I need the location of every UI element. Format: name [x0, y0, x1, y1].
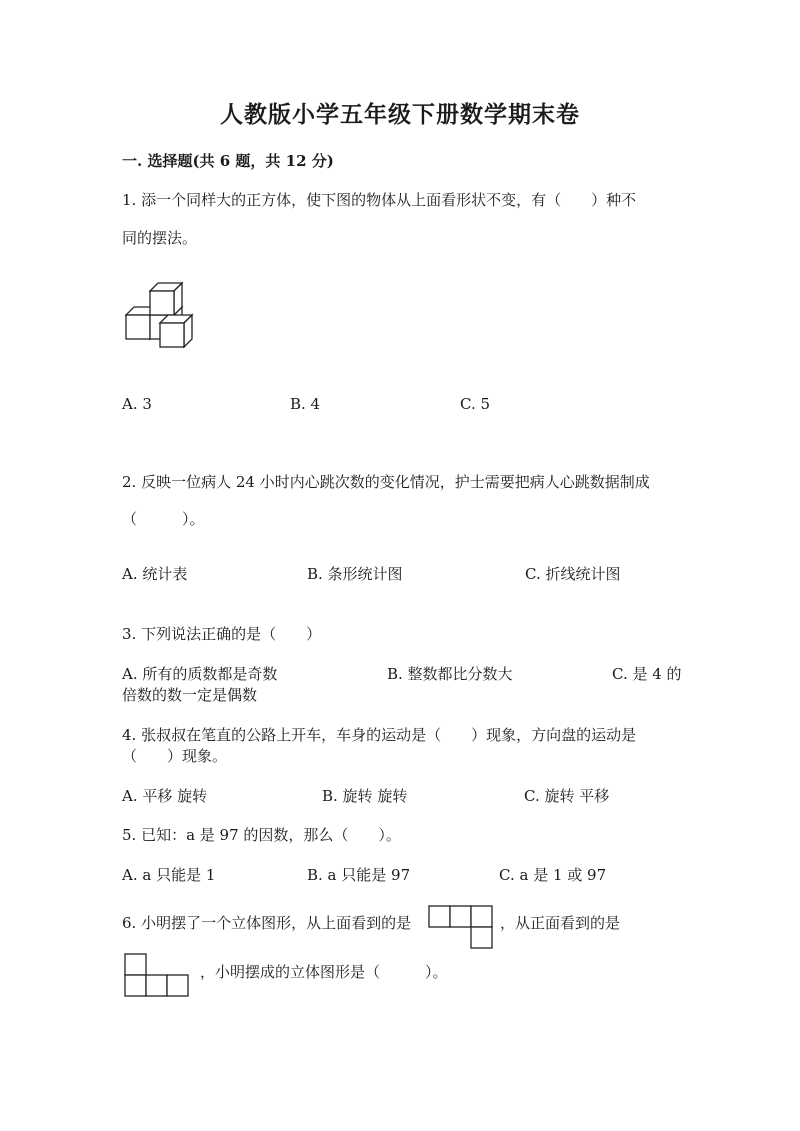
q2-option-a[interactable]: A. 统计表: [122, 565, 188, 583]
q2-option-b[interactable]: B. 条形统计图: [307, 565, 403, 583]
question-1-text-line2: 同的摆法。: [122, 229, 198, 247]
q5-option-b[interactable]: B. a 只能是 97: [307, 866, 411, 884]
question-5-text: 5. 已知：a 是 97 的因数，那么（ ）。: [122, 826, 401, 844]
question-2-text-line1: 2. 反映一位病人 24 小时内心跳次数的变化情况，护士需要把病人心跳数据制成: [122, 473, 650, 491]
question-4-text-line1: 4. 张叔叔在笔直的公路上开车，车身的运动是（ ）现象，方向盘的运动是: [122, 726, 637, 744]
question-4-text-line2: （ ）现象。: [122, 747, 228, 765]
q3-option-c-wrap: 倍数的数一定是偶数: [122, 686, 258, 704]
q4-option-a[interactable]: A. 平移 旋转: [122, 787, 208, 805]
question-6-text-line2: ，小明摆成的立体图形是（ ）。: [200, 963, 448, 981]
question-6-text-part1: 6. 小明摆了一个立体图形，从上面看到的是: [122, 914, 412, 932]
cube-stack-figure: [120, 280, 220, 355]
top-view-figure: [428, 905, 498, 949]
question-1-text-line1: 1. 添一个同样大的正方体，使下图的物体从上面看形状不变，有（ ）种不: [122, 191, 637, 209]
q5-option-c[interactable]: C. a 是 1 或 97: [499, 866, 607, 884]
question-2-text-line2: （ ）。: [122, 510, 205, 528]
q3-option-b[interactable]: B. 整数都比分数大: [387, 665, 513, 683]
q3-option-a[interactable]: A. 所有的质数都是奇数: [122, 665, 278, 683]
front-view-figure: [124, 953, 194, 999]
question-3-text: 3. 下列说法正确的是（ ）: [122, 625, 322, 643]
q4-option-c[interactable]: C. 旋转 平移: [524, 787, 610, 805]
q1-option-a[interactable]: A. 3: [122, 395, 152, 413]
q1-option-c[interactable]: C. 5: [460, 395, 491, 413]
q4-option-b[interactable]: B. 旋转 旋转: [322, 787, 408, 805]
page-title: 人教版小学五年级下册数学期末卷: [220, 101, 580, 128]
q1-option-b[interactable]: B. 4: [290, 395, 321, 413]
q3-option-c[interactable]: C. 是 4 的: [612, 665, 682, 683]
q5-option-a[interactable]: A. a 只能是 1: [122, 866, 216, 884]
question-6-text-part2: ，从正面看到的是: [500, 914, 621, 932]
q2-option-c[interactable]: C. 折线统计图: [525, 565, 621, 583]
section-heading: 一. 选择题(共 6 题，共 12 分): [122, 152, 334, 170]
